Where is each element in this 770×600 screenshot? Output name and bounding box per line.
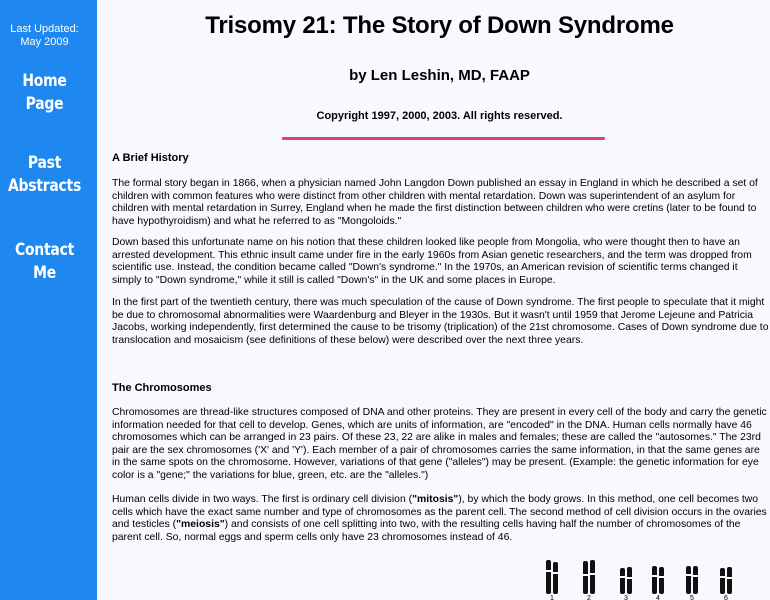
last-updated: [0, 23, 89, 49]
karyotype-label-4: 4: [656, 595, 660, 600]
chromosomes-p2-part-a: Human cells divide in two ways. The first is ordinary cell division (: [112, 494, 413, 505]
chromosome-6a: [720, 568, 725, 594]
nav-contact-me[interactable]: Contact Me: [14, 240, 75, 283]
history-paragraph-3: In the first part of the twentieth century, there was much speculation of the cause of Down syndrome. The first people to speculate that it might be due to chromosomal abnormalities were Waardenburg and Bleyer in the 1930s. But it wasn't until 1959 that Jerome Lejeune and Patricia Jacobs, working independently, first determined the cause to be trisomy (triplication) of the 21st chromosome. Cases of Down syndrome due to translocation and mosaicism (see definitions of these below) were described over the next three years.: [112, 297, 769, 346]
page-title: Trisomy 21: The Story of Down Syndrome: [205, 12, 674, 39]
karyotype-label-3: 3: [624, 595, 628, 600]
chromosome-5b: [693, 566, 698, 594]
karyotype-label-2: 2: [587, 595, 591, 600]
history-paragraph-2: Down based this unfortunate name on his notion that these children looked like people from Mongolia, who were thought then to have an arrested development. This ethnic insult came under fire in the early 1960s from Asian genetic researchers, and the term was dropped from scientific use. Instead, the condition became called "Down's syndrome." In the 1970s, an American revision of scientific terms changed it simply to "Down syndrome," while it still is called "Down's" in the UK and some places in Europe.: [112, 237, 752, 286]
chromosome-2b: [590, 560, 595, 594]
chromosome-2a: [583, 561, 588, 594]
sidebar: [0, 0, 97, 600]
last-updated-label: Last Updated:: [10, 23, 79, 35]
chromosomes-p2-part-b: ), by which the body grows. In this method, one cell becomes two cells which have the exact same number and type of chromosomes as the parent cell. The second method of cell division occurs in the ovaries and testicles (: [112, 494, 767, 531]
term-mitosis: "mitosis": [412, 494, 459, 505]
author-line: by Len Leshin, MD, FAAP: [349, 67, 530, 84]
copyright-line: Copyright 1997, 2000, 2003. All rights reserved.: [316, 110, 563, 122]
chromosome-4a: [652, 566, 657, 594]
chromosome-1a: [546, 560, 551, 594]
chromosome-3a: [620, 568, 625, 594]
last-updated-date: May 2009: [20, 36, 69, 48]
karyotype-label-1: 1: [550, 595, 554, 600]
divider: [282, 137, 605, 140]
nav-past-line1: Past: [27, 153, 62, 173]
karyotype-label-6: 6: [724, 595, 728, 600]
nav-past-abstracts[interactable]: [8, 152, 81, 198]
chromosome-4b: [659, 567, 664, 594]
chromosome-5a: [686, 566, 691, 594]
chromosome-6b: [727, 567, 732, 594]
section-heading-chromosomes: The Chromosomes: [112, 382, 212, 394]
karyotype-label-5: 5: [690, 595, 694, 600]
chromosome-3b: [627, 567, 632, 594]
karyotype-image: [540, 558, 740, 600]
term-meiosis: "meiosis": [176, 519, 225, 531]
history-paragraph-1: The formal story began in 1866, when a physician named John Langdon Down published an essay in England in which he described a set of children with common features who were distinct from other children with mental retardation. Down was superintendent of an asylum for children with mental retardation in Surrey, England when he made the first distinction between children who were cretins (later to be found to have hypothyroidism) and what he referred to as "Mongoloids.": [112, 178, 758, 227]
chromosomes-paragraph-1: Chromosomes are thread-like structures composed of DNA and other proteins. They are present in every cell of the body and carry the genetic information needed for that cell to develop. Genes, which are units of information, are "encoded" in the DNA. Human cells normally have 46 chromosomes which can be arranged in 23 pairs. Of these 23, 22 are alike in males and females; these are called the "autosomes." The 23rd pair are the sex chromosomes ('X' and 'Y'). Each member of a pair of chromosomes carries the same information, in that the same genes are in the same spots on the chromosome. However, variations of that gene ("alleles") may be present. (Example: the genetic information for eye color is a "gene;" the variations for blue, green, etc. are the "alleles."): [112, 407, 767, 481]
nav-past-line2: Abstracts: [8, 176, 82, 196]
chromosomes-p2-part-c: ) and consists of one cell splitting into two, with the resulting cells having half the number of chromosomes of the parent cell. So, normal eggs and sperm cells only have 23 chromosomes instead of 46.: [112, 519, 741, 543]
chromosome-1b: [553, 562, 558, 594]
section-heading-history: A Brief History: [112, 152, 189, 164]
nav-home-page[interactable]: Home Page: [22, 71, 67, 114]
chromosomes-paragraph-2: [112, 494, 769, 544]
